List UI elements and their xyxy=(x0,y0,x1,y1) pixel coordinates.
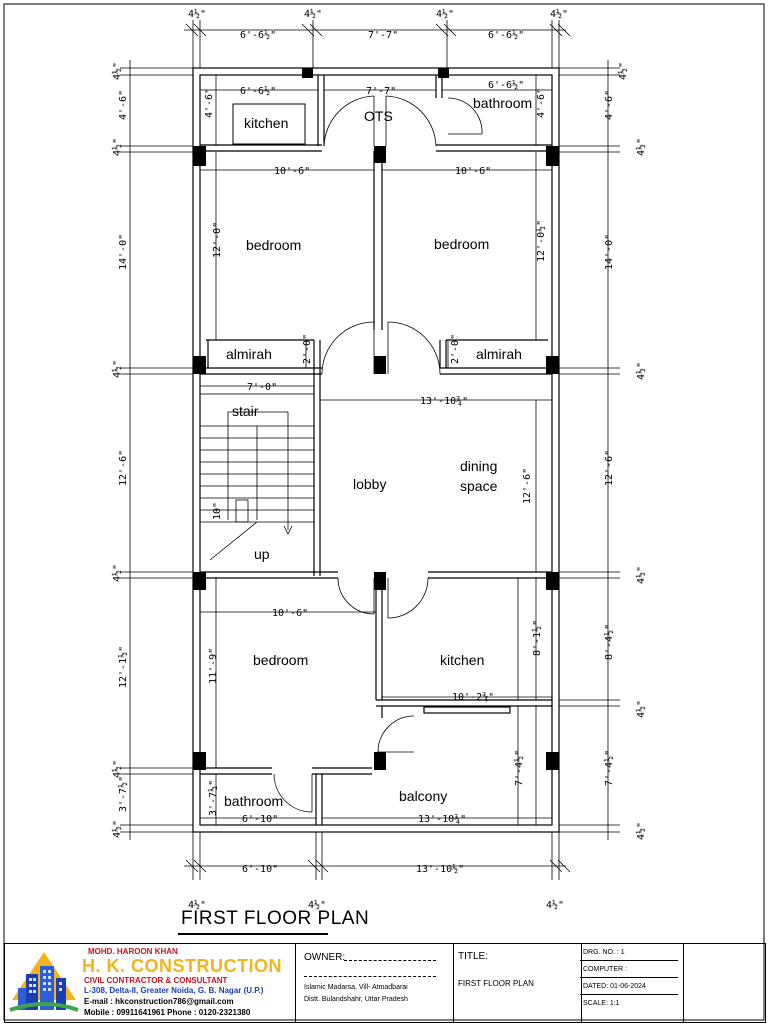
dim-text: 10" xyxy=(212,501,223,520)
dim-text: 12'-0" xyxy=(212,221,223,258)
room-bathroom-bottom: bathroom xyxy=(224,793,284,809)
dim-text: 12'-1½" xyxy=(118,645,129,688)
scale-field: SCALE: 1:1 xyxy=(583,1000,620,1007)
dim-text: 7'-0" xyxy=(247,382,278,393)
room-bedroom-right: bedroom xyxy=(434,236,490,252)
title-underline xyxy=(178,933,328,935)
dim-text: 14'-0" xyxy=(604,233,615,270)
room-balcony: balcony xyxy=(399,788,448,804)
room-almirah-left: almirah xyxy=(226,346,272,362)
dim-text: 4'-6" xyxy=(118,89,129,120)
company-name: H. K. CONSTRUCTION xyxy=(82,956,282,976)
dim-text: 6'-10" xyxy=(242,814,279,825)
dim-text: 4½" xyxy=(304,9,323,20)
drawing-title: FIRST FLOOR PLAN xyxy=(181,908,370,929)
dim-text: 4½" xyxy=(618,61,629,80)
room-bedroom-left: bedroom xyxy=(246,237,302,253)
dim-text: 13'-10½" xyxy=(416,864,465,875)
dim-text: 7'-7" xyxy=(368,30,399,41)
dim-text: 4½" xyxy=(112,359,123,378)
company-subtitle: CIVIL CONTRACTOR & CONSULTANT xyxy=(84,976,228,985)
dim-text: 4½" xyxy=(112,563,123,582)
dim-text: 2'-0" xyxy=(450,333,461,364)
dim-text: 2'-0" xyxy=(302,333,313,364)
dim-text: 4½" xyxy=(636,361,647,380)
dim-text: 12'-6" xyxy=(118,449,129,486)
dim-text: 7'-4½" xyxy=(604,749,615,786)
dim-text: 14'-0" xyxy=(118,233,129,270)
owner-blank-2 xyxy=(304,976,436,977)
dim-text: 6'-6½" xyxy=(240,86,277,97)
dim-text: 10'-2¾" xyxy=(452,692,495,703)
dim-text: 12'-6" xyxy=(522,467,533,504)
owner-name: MOHD. HAROON KHAN xyxy=(88,947,178,956)
dim-text: 7'-4½" xyxy=(514,749,525,786)
dim-text: 4½" xyxy=(188,9,207,20)
owner-label: OWNER: xyxy=(304,952,346,963)
dim-text: 6'-6½" xyxy=(240,30,277,41)
dim-text: 4½" xyxy=(550,9,569,20)
company-logo xyxy=(8,948,80,1018)
room-ots: OTS xyxy=(364,108,393,124)
dim-text: 13'-10¾" xyxy=(418,814,467,825)
dim-text: 10'-6" xyxy=(272,608,309,619)
room-almirah-right: almirah xyxy=(476,346,522,362)
doors xyxy=(274,96,485,812)
dim-text: 4½" xyxy=(112,137,123,156)
dim-text: 10'-6" xyxy=(455,166,492,177)
dim-text: 8'-1½" xyxy=(532,619,543,656)
room-stair: stair xyxy=(232,403,259,419)
dim-text: 4½" xyxy=(188,900,207,911)
room-up: up xyxy=(254,546,270,562)
dim-text: 7'-7" xyxy=(366,86,397,97)
dim-text: 4½" xyxy=(112,819,123,838)
site-address-2: Distt. Bulandshahr, Uttar Pradesh xyxy=(304,996,408,1003)
site-address-1: Islamic Madarsa, Vill- Atmadbarai xyxy=(304,984,408,991)
room-kitchen-top: kitchen xyxy=(244,115,289,131)
dim-text: 12'-6" xyxy=(604,449,615,486)
dim-text: 10'-6" xyxy=(274,166,311,177)
dim-text: 3'-7½" xyxy=(208,779,219,816)
dim-text: 4'-6" xyxy=(604,89,615,120)
dim-text: 4½" xyxy=(636,699,647,718)
dim-text: 4½" xyxy=(636,565,647,584)
dated-field: DATED: 01-06-2024 xyxy=(580,978,678,995)
dim-text: 4½" xyxy=(112,759,123,778)
title-value: FIRST FLOOR PLAN xyxy=(458,979,534,988)
title-label: TITLE: xyxy=(458,951,489,962)
dim-text: 4'-6" xyxy=(204,87,215,118)
drawing-number: DRG. NO. : 1 xyxy=(580,944,678,961)
dim-text: 4½" xyxy=(112,61,123,80)
company-address: L-308, Delta-II, Greater Noida, G. B. Nagar (U.P.) xyxy=(84,986,264,995)
company-mobile: Mobile : 09911641961 Phone : 0120-2321380 xyxy=(84,1008,251,1017)
dim-text: 4½" xyxy=(436,9,455,20)
dim-text: 4½" xyxy=(546,900,565,911)
dim-text: 4½" xyxy=(636,821,647,840)
computer-field: COMPUTER : xyxy=(580,961,678,978)
dim-text: 8'-4½" xyxy=(604,623,615,660)
dim-text: 6'-6½" xyxy=(488,30,525,41)
room-dining-1: dining xyxy=(460,458,498,474)
dim-text: 6'-6½" xyxy=(488,80,525,91)
dim-text: 4½" xyxy=(308,900,327,911)
owner-blank xyxy=(344,960,436,961)
dim-text: 4'-6" xyxy=(536,87,547,118)
dim-text: 3'-7½" xyxy=(118,775,129,812)
room-bedroom-bottom: bedroom xyxy=(253,652,309,668)
dim-text: 12'-0½" xyxy=(536,219,547,262)
dim-text: 4½" xyxy=(636,137,647,156)
dim-text: 6'-10" xyxy=(242,864,279,875)
dim-text: 11'-9" xyxy=(208,647,219,684)
room-lobby: lobby xyxy=(353,476,387,492)
room-bathroom-top: bathroom xyxy=(473,95,533,111)
dim-text: 13'-10¾" xyxy=(420,396,469,407)
company-email: E-mail : hkconstruction786@gmail.com xyxy=(84,997,234,1006)
room-kitchen-bottom: kitchen xyxy=(440,652,485,668)
room-dining-2: space xyxy=(460,478,498,494)
